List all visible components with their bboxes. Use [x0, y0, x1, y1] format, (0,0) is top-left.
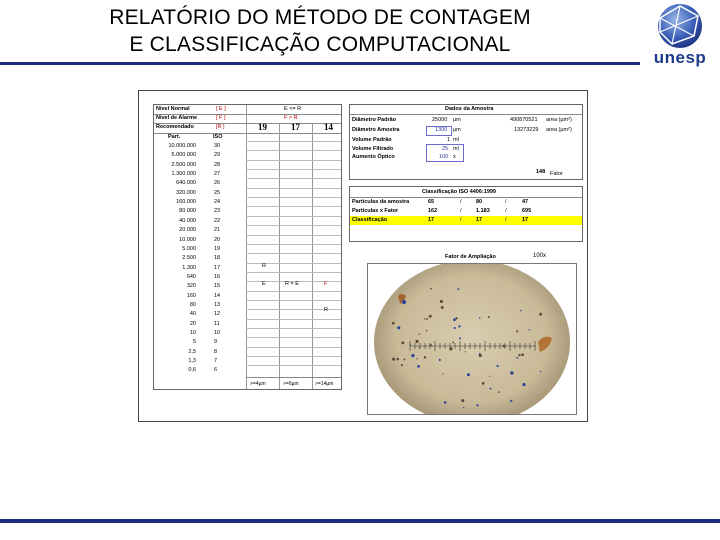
sample-data-table [349, 104, 583, 180]
iso-code-row [154, 142, 246, 151]
grid-line [246, 169, 341, 170]
grid-line [246, 365, 341, 366]
diam-sample-unit: µm [453, 127, 461, 133]
particle-speck [392, 322, 395, 325]
grid-line [246, 150, 341, 151]
separator: / [460, 217, 462, 223]
recommended-value-4um: 19 [258, 122, 267, 132]
particle-speck [424, 318, 425, 319]
footer-6um: >=6µm [283, 381, 299, 387]
particle-count: 40.000 [179, 217, 196, 224]
particle-speck [452, 342, 454, 344]
particle-speck [467, 373, 470, 376]
optic-zoom-unit: x [453, 154, 456, 160]
particle-speck [503, 345, 506, 348]
grid-line [246, 244, 341, 245]
header-divider [0, 62, 640, 65]
iso-code: 8 [214, 348, 218, 355]
particle-speck [522, 383, 525, 386]
particle-speck [521, 353, 524, 356]
particle-count: 5 [192, 339, 196, 346]
particle-speck [453, 318, 456, 321]
grid-line [246, 188, 341, 189]
grid-line [246, 356, 341, 357]
iso-code-row [154, 245, 246, 254]
particle-count: 10.000.000 [168, 143, 196, 149]
particle-speck [403, 358, 405, 360]
diam-std-unit: µm [453, 117, 461, 123]
particle-speck [458, 325, 460, 327]
iso-code-row [154, 226, 246, 235]
recommended-code: [R ] [216, 124, 225, 130]
particle-speck [419, 347, 420, 348]
separator: / [505, 217, 507, 223]
iso-code: 14 [214, 292, 221, 299]
particle-speck [392, 358, 395, 361]
grid-line [246, 253, 341, 254]
particle-speck [439, 359, 441, 361]
grid-line [246, 337, 341, 338]
grid-line [246, 272, 341, 273]
iso-code-row [154, 264, 246, 273]
particle-count: 640 [186, 273, 196, 280]
iso-code-row [154, 357, 246, 366]
marker-r-iso19: R [262, 263, 266, 269]
column-divider [312, 123, 313, 389]
particle-speck [424, 356, 426, 358]
particle-count: 2,5 [188, 348, 196, 355]
iso-code: 10 [214, 330, 221, 336]
grid-line [246, 300, 341, 301]
particle-count: 320.000 [176, 189, 196, 196]
size-footer-row [246, 377, 341, 390]
iso-row-value: 80 [476, 199, 483, 205]
particle-speck [463, 407, 464, 408]
separator: / [460, 208, 462, 214]
iso-code: 30 [214, 143, 221, 149]
marker-r-iso14: R [324, 307, 328, 313]
iso-code: 21 [214, 227, 221, 234]
iso-code: 20 [214, 236, 221, 243]
particle-speck [419, 334, 420, 335]
footer-14um: >=14µm [315, 381, 334, 387]
diam-std-area: 490870521 [510, 117, 538, 123]
iso-row-value: 17 [522, 217, 529, 223]
iso-code-row [154, 282, 246, 291]
particle-count: 320 [186, 283, 196, 290]
iso-code-row [154, 189, 246, 198]
footer-divider [0, 519, 720, 523]
particle-count: 1,3 [188, 358, 196, 365]
particle-speck [490, 388, 492, 390]
iso-code: 19 [214, 245, 221, 252]
grid-line [246, 291, 341, 292]
particle-speck [540, 371, 541, 372]
grid-line [246, 225, 341, 226]
particle-speck [479, 353, 480, 354]
iso-row-label: Classificação [352, 217, 388, 223]
particle-count: 2.500.000 [171, 161, 196, 168]
particle-speck [482, 382, 485, 385]
grid-line [246, 263, 341, 264]
iso-row-label: Partículas da amostra [352, 199, 410, 205]
particle-count: 20.000 [179, 227, 196, 234]
iso-classification-table [349, 186, 583, 242]
iso-code: 12 [214, 311, 221, 318]
particle-speck [479, 317, 481, 319]
grid-line [246, 235, 341, 236]
particle-count: 20 [189, 320, 196, 327]
grid-line [246, 319, 341, 320]
diam-sample-area-unit: area (µm²) [546, 127, 572, 133]
vol-std-label: Volume Padrão [352, 137, 392, 143]
globe-icon [642, 2, 718, 52]
particle-speck [442, 373, 443, 374]
particle-speck [488, 316, 490, 318]
iso-code-row [154, 292, 246, 301]
particle-speck [444, 401, 447, 404]
grid-line [246, 141, 341, 142]
report-spreadsheet [138, 90, 588, 422]
particle-speck [430, 344, 432, 346]
particle-speck [510, 371, 513, 374]
diam-std-area-unit: area (µm²) [546, 117, 572, 123]
column-header-row [154, 133, 246, 142]
diam-sample-label: Diâmetro Amostra [352, 127, 400, 133]
iso-code-row [154, 338, 246, 347]
particle-speck [397, 326, 400, 329]
particle-speck [497, 365, 499, 367]
column-header-iso: ISO [213, 134, 223, 140]
particle-speck [411, 354, 414, 357]
fator-value: 148 [536, 169, 546, 175]
iso-code-row [154, 151, 246, 160]
vol-filtered-value: 25 [442, 146, 449, 152]
particle-count: 0,6 [188, 367, 196, 374]
particle-speck [518, 354, 520, 356]
iso-code: 22 [214, 217, 221, 224]
iso-code-row [154, 161, 246, 170]
particle-count: 160 [186, 292, 196, 299]
alarm-level-label: Nivel de Alarme [156, 115, 198, 121]
particle-speck [461, 399, 464, 402]
iso-row-label: Partículas x Fator [352, 208, 399, 214]
particle-count: 1.300.000 [171, 171, 196, 178]
particle-speck [441, 306, 444, 309]
particle-count: 10 [189, 330, 196, 336]
iso-code-row [154, 236, 246, 245]
recommended-value-14um: 14 [324, 122, 333, 132]
particle-speck [449, 347, 452, 350]
particle-count: 10.000 [179, 236, 196, 243]
grid-line [246, 328, 341, 329]
slide-title [40, 4, 600, 58]
title-line-1: RELATÓRIO DO MÉTODO DE CONTAGEM [109, 6, 531, 29]
magnification-value: 100x [533, 253, 547, 259]
alarm-level-code: [ F ] [216, 115, 226, 121]
iso-code-row [154, 217, 246, 226]
separator: / [505, 199, 507, 205]
iso-code: 9 [214, 339, 218, 346]
iso-code-row [154, 329, 246, 338]
particle-speck [465, 351, 466, 352]
particle-count: 1.300 [182, 264, 196, 271]
iso-code: 17 [214, 264, 221, 271]
particle-speck [454, 327, 456, 329]
iso-code-row [154, 273, 246, 282]
table-rule [350, 114, 582, 115]
iso-code: 13 [214, 301, 221, 308]
particle-count: 5.000 [182, 245, 196, 252]
iso-code: 28 [214, 161, 221, 168]
marker-e: E [262, 281, 266, 287]
optic-zoom-value: 100 [439, 154, 449, 160]
particle-speck [459, 338, 461, 340]
iso-code-row [154, 366, 246, 375]
marker-f: F [324, 281, 328, 287]
sample-data-title: Dados da Amostra [445, 106, 494, 112]
iso-row-value: 65 [428, 199, 435, 205]
particle-count: 640.000 [176, 180, 196, 187]
particle-speck [489, 376, 490, 377]
grid-line [246, 178, 341, 179]
iso-code: 11 [214, 320, 220, 327]
iso-code-row [154, 348, 246, 357]
particle-count: 80.000 [179, 208, 196, 215]
iso-row-value: 1.183 [476, 208, 490, 214]
iso-row-value: 17 [428, 217, 435, 223]
particle-speck [397, 358, 399, 360]
vol-std-value: 1 [447, 137, 451, 143]
particle-speck [520, 310, 521, 311]
column-header-particles: Part. [168, 134, 181, 140]
particle-speck [416, 358, 417, 359]
particle-speck [426, 330, 428, 332]
particle-count: 40 [189, 311, 196, 318]
diam-sample-value: 1300 [435, 127, 448, 133]
normal-level-label: Nivel Normal [156, 106, 190, 112]
iso-code: 6 [214, 367, 218, 374]
particle-speck [516, 357, 518, 359]
iso-code-row [154, 198, 246, 207]
grid-line [246, 160, 341, 161]
particle-speck [426, 318, 428, 320]
grid-line [246, 216, 341, 217]
particle-speck [458, 288, 460, 290]
iso-code: 7 [214, 358, 218, 365]
iso-code: 16 [214, 273, 221, 280]
microscope-sample-image [367, 263, 577, 415]
particle-speck [479, 354, 482, 357]
particle-speck [498, 391, 500, 393]
particle-speck [401, 364, 403, 366]
iso-code-table [153, 104, 342, 390]
particle-count: 80 [189, 301, 196, 308]
grid-line [246, 347, 341, 348]
iso-code: 18 [214, 255, 221, 262]
particle-speck [430, 288, 432, 290]
column-divider [279, 123, 280, 389]
recommended-label: Recomendado [156, 124, 194, 130]
iso-code: 29 [214, 152, 221, 159]
optic-zoom-label: Aumento Óptico [352, 154, 395, 160]
particle-count: 2.500 [182, 255, 196, 262]
iso-code: 15 [214, 283, 221, 290]
iso-code-row [154, 254, 246, 263]
fator-label: Fator [550, 171, 563, 177]
diam-sample-area: 13273229 [514, 127, 539, 133]
separator: / [460, 199, 462, 205]
title-line-2: E CLASSIFICAÇÃO COMPUTACIONAL [129, 33, 511, 56]
vol-std-unit: ml [453, 137, 459, 143]
particle-speck [417, 365, 420, 368]
iso-code: 26 [214, 180, 221, 187]
iso-code-row [154, 310, 246, 319]
marker-r-equals-e: R = E [285, 281, 299, 287]
unesp-logo [642, 2, 718, 68]
recommended-value-6um: 17 [291, 122, 300, 132]
particle-speck [415, 340, 418, 343]
iso-row-value: 695 [522, 208, 532, 214]
particle-speck [410, 344, 411, 345]
separator: / [505, 208, 507, 214]
iso-row-value: 17 [476, 217, 483, 223]
iso-code-row [154, 301, 246, 310]
particle-speck [429, 315, 432, 318]
iso-row-value: 47 [522, 199, 529, 205]
vol-filtered-label: Volume Filtrado [352, 146, 394, 152]
iso-code: 24 [214, 199, 221, 206]
iso-code: 25 [214, 189, 221, 196]
iso-code-row [154, 320, 246, 329]
particle-speck [529, 329, 530, 330]
iso-code-row [154, 179, 246, 188]
grid-line [246, 197, 341, 198]
normal-level-code: [ E ] [216, 106, 226, 112]
particle-speck [539, 313, 542, 316]
iso-row-value: 162 [428, 208, 438, 214]
vol-filtered-unit: ml [453, 146, 459, 152]
filter-membrane-image [368, 264, 576, 414]
footer-4um: >=4µm [250, 381, 266, 387]
particle-speck [440, 300, 443, 303]
iso-code-row [154, 170, 246, 179]
logo-wordmark: unesp [653, 48, 707, 67]
table-rule [350, 197, 582, 198]
normal-level-rule: E <= R [284, 106, 302, 112]
iso-class-title: Classificação ISO 4406:1999 [422, 189, 496, 195]
particle-speck [455, 317, 457, 319]
particle-speck [510, 400, 512, 402]
magnification-label: Fator de Ampliação [445, 254, 496, 260]
particle-speck [476, 404, 478, 406]
iso-code-row [154, 207, 246, 216]
alarm-level-rule: F > R [284, 115, 298, 121]
iso-code: 27 [214, 171, 221, 178]
particle-count: 160.000 [176, 199, 196, 206]
particle-speck [401, 341, 404, 344]
iso-code: 23 [214, 208, 221, 215]
particle-speck [516, 330, 518, 332]
particle-count: 5.000.000 [171, 152, 196, 159]
diam-std-value: 25000 [432, 117, 448, 123]
grid-line [246, 206, 341, 207]
diam-std-label: Diâmetro Padrão [352, 117, 397, 123]
